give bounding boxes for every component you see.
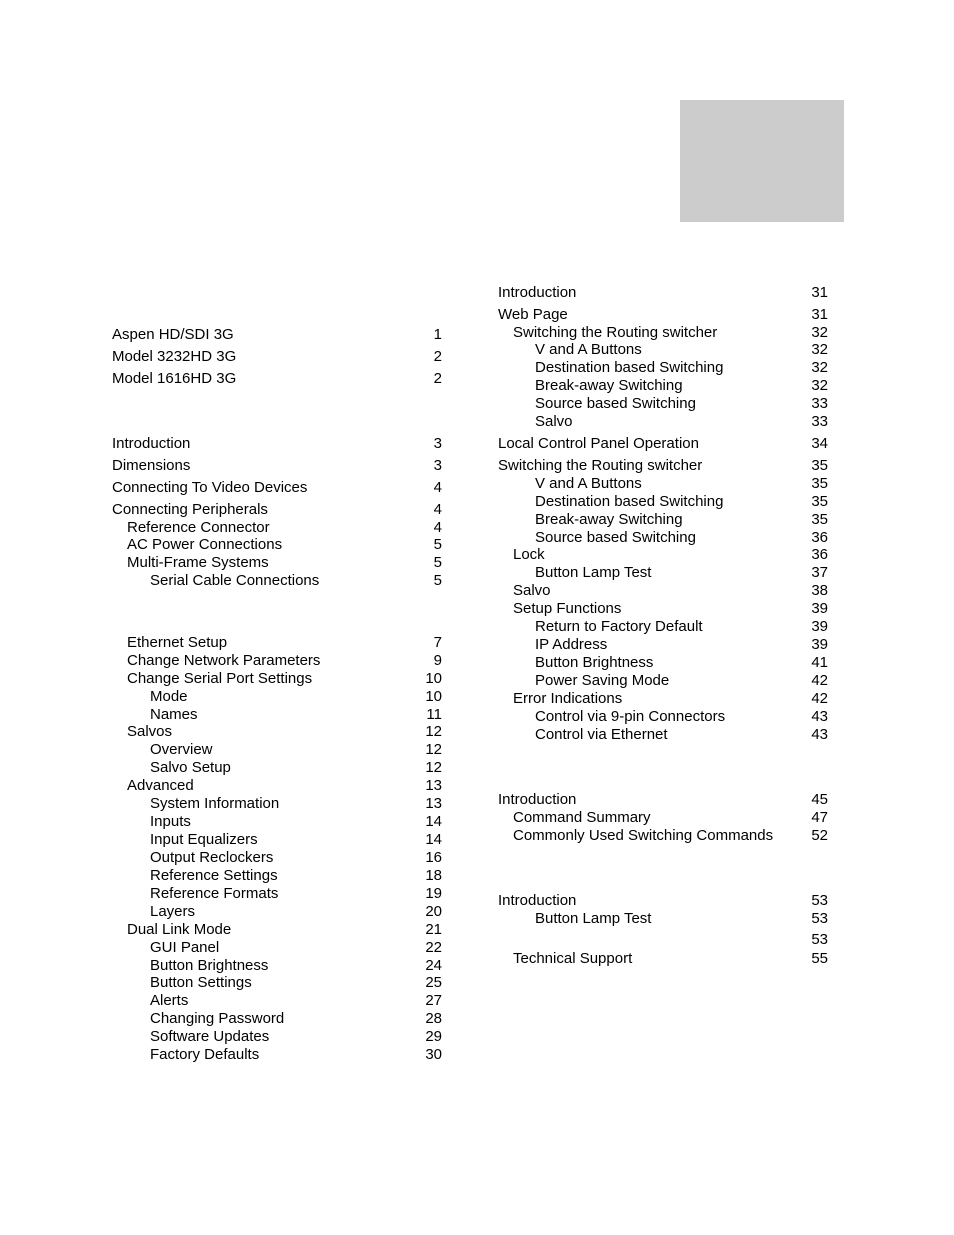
toc-entry-page: 41 xyxy=(811,654,828,671)
toc-entry-page: 34 xyxy=(811,435,828,452)
toc-entry-title: Source based Switching xyxy=(535,395,696,412)
toc-entry-page: 5 xyxy=(433,536,442,553)
toc-entry-page: 16 xyxy=(425,849,442,866)
toc-entry-title: Input Equalizers xyxy=(150,831,258,848)
toc-entry[interactable] xyxy=(0,849,954,867)
toc-entry-page: 35 xyxy=(811,457,828,474)
toc-entry-title: Destination based Switching xyxy=(535,359,724,376)
toc-entry[interactable] xyxy=(0,708,954,726)
toc-entry-title: Introduction xyxy=(498,284,577,301)
toc-entry-title: Break-away Switching xyxy=(535,377,683,394)
toc-entry-title: Change Serial Port Settings xyxy=(127,670,313,687)
toc-entry-title: Salvo xyxy=(535,413,573,430)
toc-entry-title: Connecting To Video Devices xyxy=(112,479,308,496)
toc-entry-title: Technical Support xyxy=(513,950,633,967)
toc-entry-title: Alerts xyxy=(150,992,189,1009)
toc-entry-title: Command Summary xyxy=(513,809,651,826)
toc-entry-title: Dimensions xyxy=(112,457,191,474)
toc-entry-page: 53 xyxy=(811,931,828,948)
toc-entry-title: Advanced xyxy=(127,777,194,794)
toc-entry-page: 14 xyxy=(425,813,442,830)
toc-entry-title: Ethernet Setup xyxy=(127,634,228,651)
toc-entry[interactable] xyxy=(0,475,954,493)
toc-entry-title: V and A Buttons xyxy=(535,341,642,358)
toc-entry-page: 35 xyxy=(811,511,828,528)
toc-entry-page: 1 xyxy=(433,326,442,343)
toc-entry-title: Web Page xyxy=(498,306,568,323)
toc-entry-page: 11 xyxy=(426,706,442,723)
toc-entry[interactable] xyxy=(0,582,954,600)
toc-entry-page: 43 xyxy=(811,708,828,725)
toc-entry-title: Commonly Used Switching Commands xyxy=(513,827,774,844)
toc-entry-page: 38 xyxy=(811,582,828,599)
toc-entry-page: 32 xyxy=(811,324,828,341)
toc-entry-page: 20 xyxy=(425,903,442,920)
toc-entry-page: 2 xyxy=(433,370,442,387)
toc-entry-title: Introduction xyxy=(112,435,191,452)
toc-entry-page: 4 xyxy=(433,519,442,536)
toc-entry-title: Connecting Peripherals xyxy=(112,501,268,518)
toc-entry[interactable] xyxy=(0,654,954,672)
chapter-tab-box xyxy=(680,100,844,222)
toc-entry[interactable] xyxy=(0,359,954,377)
toc-entry-title: V and A Buttons xyxy=(535,475,642,492)
toc-entry-title: Button Settings xyxy=(150,974,252,991)
toc-entry-page: 7 xyxy=(433,634,442,651)
toc-entry[interactable] xyxy=(0,435,954,453)
toc-entry-title: Lock xyxy=(513,546,545,563)
toc-entry[interactable] xyxy=(0,529,954,547)
toc-entry-page: 12 xyxy=(425,741,442,758)
toc-entry-page: 53 xyxy=(811,910,828,927)
toc-entry-title: Source based Switching xyxy=(535,529,696,546)
toc-entry[interactable] xyxy=(0,809,954,827)
toc-entry-title: Power Saving Mode xyxy=(535,672,670,689)
toc-entry-title: Multi-Frame Systems xyxy=(127,554,269,571)
toc-entry-title: Mode xyxy=(150,688,188,705)
toc-entry-title: Switching the Routing switcher xyxy=(498,457,703,474)
toc-entry-page: 12 xyxy=(425,759,442,776)
toc-entry-title: Button Lamp Test xyxy=(535,564,652,581)
toc-entry[interactable] xyxy=(0,974,954,992)
toc-entry[interactable] xyxy=(0,284,954,302)
toc-entry-page: 43 xyxy=(811,726,828,743)
toc-entry-title: IP Address xyxy=(535,636,608,653)
toc-entry[interactable] xyxy=(0,910,954,928)
toc-entry-title: Switching the Routing switcher xyxy=(513,324,718,341)
toc-entry-title: Control via 9-pin Connectors xyxy=(535,708,726,725)
toc-entry-title: Model 3232HD 3G xyxy=(112,348,237,365)
toc-entry-page: 14 xyxy=(425,831,442,848)
toc-entry-title: System Information xyxy=(150,795,280,812)
toc-entry[interactable] xyxy=(0,618,954,636)
toc-entry-title: Software Updates xyxy=(150,1028,270,1045)
toc-entry[interactable] xyxy=(0,493,954,511)
toc-entry-page: 13 xyxy=(425,795,442,812)
toc-entry-page: 55 xyxy=(811,950,828,967)
toc-entry-page: 25 xyxy=(425,974,442,991)
toc-entry-page: 37 xyxy=(811,564,828,581)
toc-entry-title: Button Brightness xyxy=(535,654,654,671)
toc-entry-page: 18 xyxy=(425,867,442,884)
toc-entry[interactable] xyxy=(0,341,954,359)
toc-entry[interactable] xyxy=(0,600,954,618)
toc-entry-title: Aspen HD/SDI 3G xyxy=(112,326,234,343)
toc-entry-title: Introduction xyxy=(498,791,577,808)
toc-entry[interactable] xyxy=(0,636,954,654)
toc-entry-page: 39 xyxy=(811,636,828,653)
toc-entry-title: Destination based Switching xyxy=(535,493,724,510)
toc-entry-page: 53 xyxy=(811,892,828,909)
toc-entry-title: Button Brightness xyxy=(150,957,269,974)
toc-entry-page: 28 xyxy=(425,1010,442,1027)
toc-entry-title: Button Lamp Test xyxy=(535,910,652,927)
toc-entry-page: 3 xyxy=(433,457,442,474)
toc-entry-page: 29 xyxy=(425,1028,442,1045)
toc-entry-title: Reference Connector xyxy=(127,519,270,536)
toc-entry[interactable] xyxy=(0,867,954,885)
toc-entry-page: 31 xyxy=(811,284,828,301)
toc-entry-page: 10 xyxy=(425,688,442,705)
toc-entry[interactable] xyxy=(0,511,954,529)
toc-entry[interactable] xyxy=(0,457,954,475)
toc-entry-page: 21 xyxy=(425,921,442,938)
toc-entry[interactable] xyxy=(0,1046,954,1064)
toc-entry[interactable] xyxy=(0,395,954,413)
toc-entry-title: Serial Cable Connections xyxy=(150,572,320,589)
toc-entry-page: 36 xyxy=(811,546,828,563)
toc-entry-page: 30 xyxy=(425,1046,442,1063)
toc-entry-title: Local Control Panel Operation xyxy=(498,435,699,452)
toc-entry-page: 32 xyxy=(811,359,828,376)
toc-entry-page: 52 xyxy=(811,827,828,844)
toc-entry-title: Break-away Switching xyxy=(535,511,683,528)
toc-entry-page: 32 xyxy=(811,341,828,358)
toc-entry-title: Salvo xyxy=(513,582,551,599)
toc-entry-page: 42 xyxy=(811,672,828,689)
toc-entry[interactable] xyxy=(0,377,954,395)
toc-entry-page: 9 xyxy=(433,652,442,669)
toc-entry-title: Inputs xyxy=(150,813,191,830)
toc-entry[interactable] xyxy=(0,791,954,809)
toc-entry-title: AC Power Connections xyxy=(127,536,283,553)
toc-entry-title: Salvo Setup xyxy=(150,759,231,776)
toc-entry-title: Changing Password xyxy=(150,1010,285,1027)
toc-entry-page: 35 xyxy=(811,493,828,510)
toc-entry-title: Change Network Parameters xyxy=(127,652,321,669)
toc-entry-page: 33 xyxy=(811,395,828,412)
toc-entry[interactable] xyxy=(0,759,954,777)
toc-entry-page: 33 xyxy=(811,413,828,430)
toc-entry-page: 36 xyxy=(811,529,828,546)
toc-entry-title: Names xyxy=(150,706,198,723)
toc-entry-page: 39 xyxy=(811,618,828,635)
toc-entry-title: Salvos xyxy=(127,723,173,740)
toc-entry-title: Error Indications xyxy=(513,690,623,707)
toc-entry-page: 22 xyxy=(425,939,442,956)
toc-entry[interactable] xyxy=(0,1010,954,1028)
toc-entry-title: GUI Panel xyxy=(150,939,220,956)
toc-entry-title: Dual Link Mode xyxy=(127,921,232,938)
toc-entry[interactable] xyxy=(0,827,954,845)
toc-entry[interactable] xyxy=(0,564,954,582)
toc-entry-page: 27 xyxy=(425,992,442,1009)
toc-entry[interactable] xyxy=(0,324,954,342)
toc-entry-page: 39 xyxy=(811,600,828,617)
toc-entry[interactable] xyxy=(0,672,954,690)
toc-entry-title: Output Reclockers xyxy=(150,849,274,866)
toc-entry[interactable] xyxy=(0,892,954,910)
toc-entry-page: 45 xyxy=(811,791,828,808)
toc-entry-page: 5 xyxy=(433,572,442,589)
toc-entry-page: 13 xyxy=(425,777,442,794)
toc-entry[interactable] xyxy=(0,546,954,564)
toc-entry-page: 12 xyxy=(425,723,442,740)
toc-entry-page: 4 xyxy=(433,479,442,496)
toc-entry-page: 19 xyxy=(425,885,442,902)
toc-entry-title: Reference Settings xyxy=(150,867,278,884)
toc-entry-page: 47 xyxy=(811,809,828,826)
toc-entry-title: Introduction xyxy=(498,892,577,909)
toc-entry[interactable] xyxy=(0,931,954,949)
toc-entry-page: 24 xyxy=(425,957,442,974)
toc-entry-page: 35 xyxy=(811,475,828,492)
toc-entry-title: Model 1616HD 3G xyxy=(112,370,237,387)
toc-entry-title: Reference Formats xyxy=(150,885,279,902)
toc-entry-page: 31 xyxy=(811,306,828,323)
toc-entry-title: Layers xyxy=(150,903,196,920)
toc-entry-page: 42 xyxy=(811,690,828,707)
toc-entry-page: 4 xyxy=(433,501,442,518)
toc-entry-page: 5 xyxy=(433,554,442,571)
toc-entry-page: 3 xyxy=(433,435,442,452)
toc-entry-title: Factory Defaults xyxy=(150,1046,260,1063)
toc-entry-page: 32 xyxy=(811,377,828,394)
toc-entry-title: Setup Functions xyxy=(513,600,622,617)
toc-entry-title: Control via Ethernet xyxy=(535,726,668,743)
toc-entry-title: Overview xyxy=(150,741,213,758)
toc-entry[interactable] xyxy=(0,1028,954,1046)
toc-entry[interactable] xyxy=(0,690,954,708)
toc-entry[interactable] xyxy=(0,413,954,431)
toc-entry[interactable] xyxy=(0,950,954,968)
toc-entry-title: Return to Factory Default xyxy=(535,618,703,635)
toc-entry[interactable] xyxy=(0,992,954,1010)
toc-entry-page: 2 xyxy=(433,348,442,365)
toc-entry[interactable] xyxy=(0,726,954,744)
toc-entry[interactable] xyxy=(0,306,954,324)
toc-entry-page: 10 xyxy=(425,670,442,687)
